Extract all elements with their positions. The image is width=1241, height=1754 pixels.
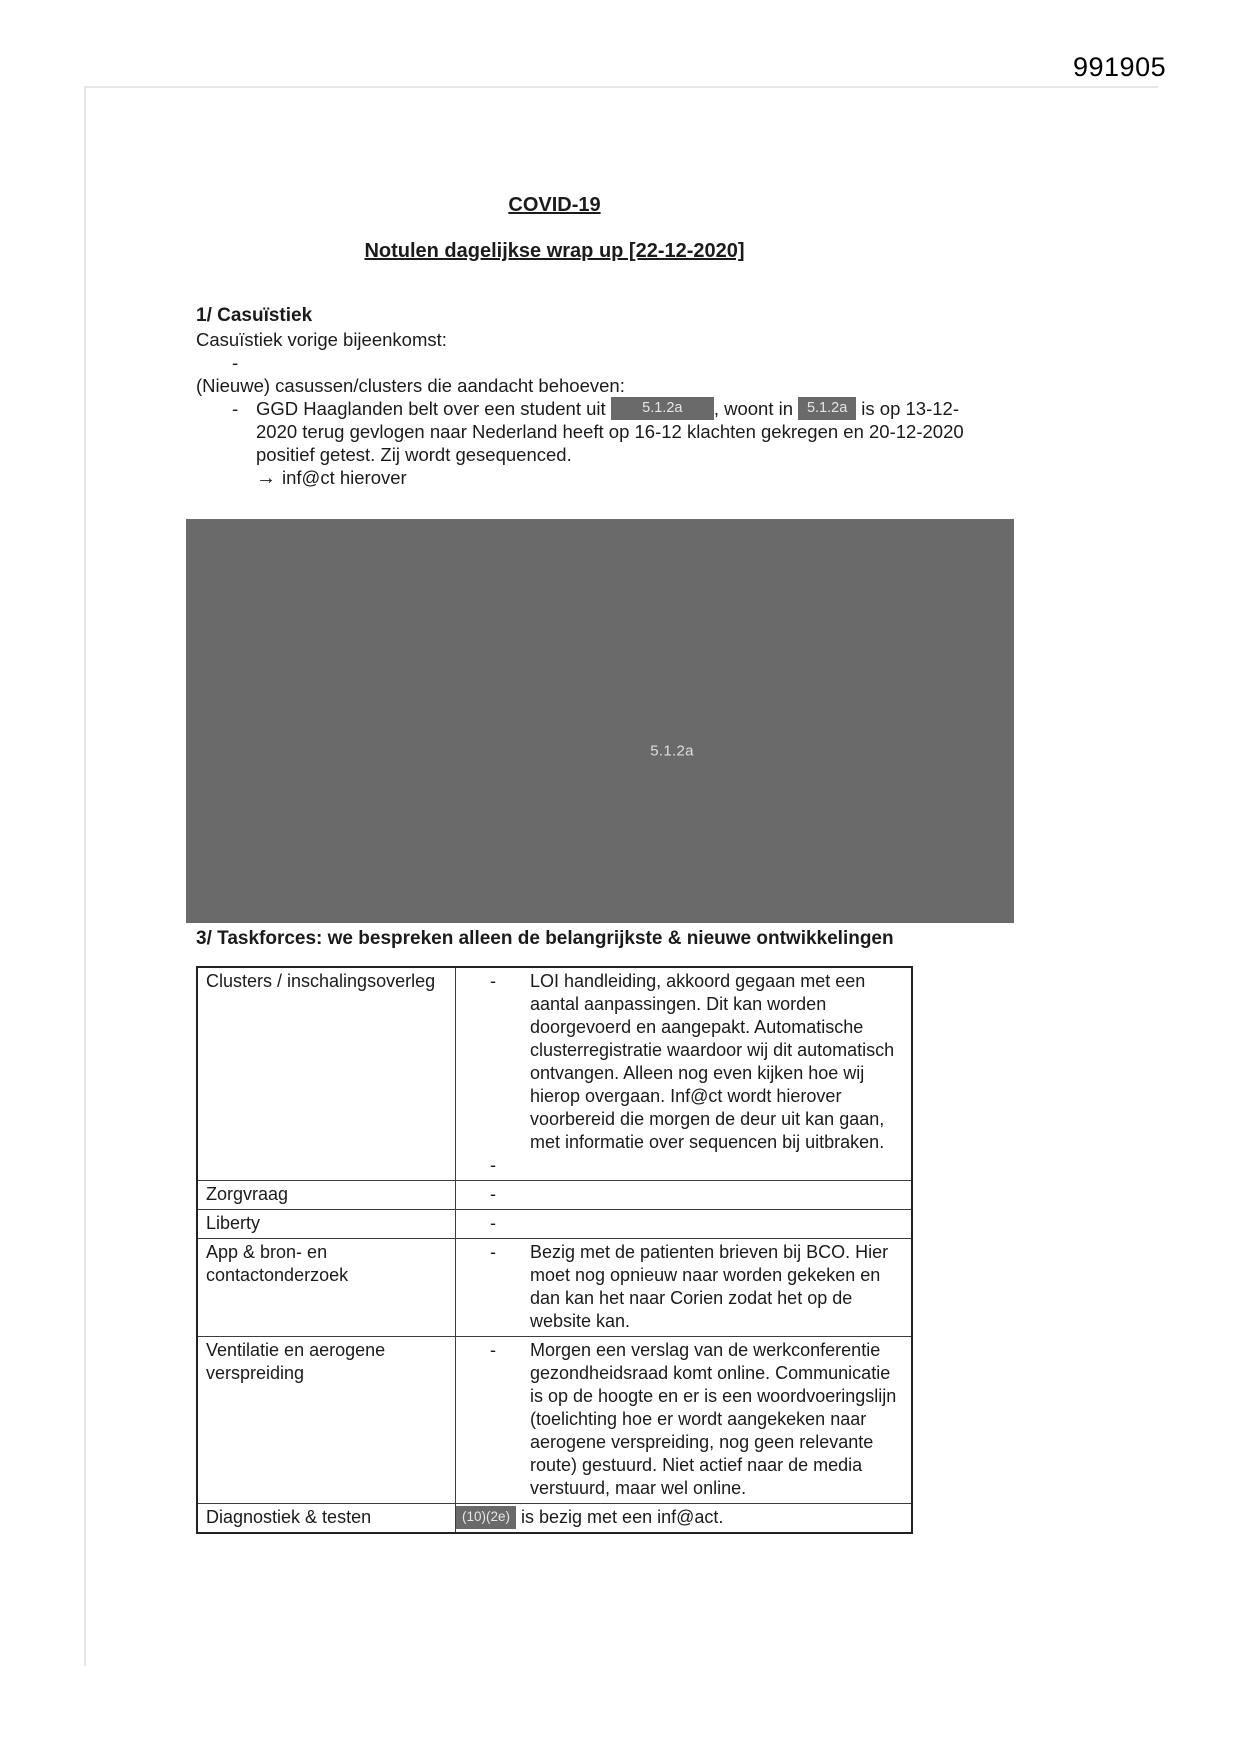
redacted-image-block <box>186 519 1014 923</box>
taskforces-table <box>196 966 913 1534</box>
bullet-line <box>456 1241 905 1333</box>
row-content <box>456 1239 913 1337</box>
empty-bullet: - <box>232 352 239 373</box>
bullet-text: Morgen een verslag van de werkconferentie gezondheidsraad komt online. Communicatie is op de hoogte en er is een woordvoeringslijn (toelichting hoe er wordt aangekeken naar aerogene verspreiding, nog geen relevante route) gestuurd. Niet actief naar de media verstuurd, maar wel online. <box>530 1340 897 1498</box>
new-cases-line: (Nieuwe) casussen/clusters die aandacht behoeven: <box>196 375 625 396</box>
bullet-text-part2: , woont in <box>713 398 793 419</box>
bullet-dash: - <box>490 971 496 991</box>
bullet-line <box>456 1339 905 1500</box>
row-content <box>456 967 913 1181</box>
row-topic: Liberty <box>197 1210 456 1239</box>
document-page-number: 991905 <box>1073 52 1167 82</box>
row-content <box>456 1181 913 1210</box>
bullet-text: LOI handleiding, akkoord gegaan met een aantal aanpassingen. Dit kan worden doorgevoerd en aangepakt. Automatische clusterregistratie waardoor wij dit automatisch ontvangen. Alleen nog even kijken hoe wij hierop overgaan. Inf@ct wordt hierover voorbereid die morgen de deur uit kan gaan, met informatie over sequencen bij uitbraken. <box>530 971 895 1152</box>
bullet-dash: - <box>490 1155 496 1175</box>
redaction-label: 5.1.2a <box>650 742 694 760</box>
row-topic: Clusters / inschalingsoverleg <box>197 967 456 1181</box>
infct-arrow-line <box>256 466 966 490</box>
redaction-box: 5.1.2a <box>611 397 714 420</box>
redaction-box: (10)(2e) <box>456 1506 516 1529</box>
scanned-page-left-edge <box>84 86 86 1666</box>
bullet-text-part3: is op 13-12-2020 terug gevlogen naar Nederland heeft op 16-12 klachten gekregen en 20-12-2020 positief getest. Zij wordt gesequenced. <box>256 398 964 465</box>
table-row-zorgvraag <box>197 1181 912 1210</box>
row-content <box>456 1337 913 1504</box>
redaction-box: 5.1.2a <box>798 397 856 420</box>
bullet-dash: - <box>490 1184 496 1204</box>
section-1-heading: 1/ Casuïstiek <box>196 305 313 326</box>
bullet-line-empty <box>456 1183 905 1206</box>
table-row-diagnostiek <box>197 1504 912 1534</box>
document-title: COVID-19 <box>508 194 601 216</box>
section-casuistiek <box>196 304 966 490</box>
row-topic: App & bron- en contactonderzoek <box>197 1239 456 1337</box>
row-topic: Zorgvraag <box>197 1181 456 1210</box>
scanned-page-top-edge <box>84 86 1158 88</box>
bullet-dash: - <box>490 1242 496 1262</box>
bullet-text <box>256 397 966 490</box>
section-3-heading: 3/ Taskforces: we bespreken alleen de belangrijkste & nieuwe ontwikkelingen <box>196 928 894 949</box>
bullet-dash: - <box>490 1213 496 1233</box>
bullet-line-empty <box>456 1212 905 1235</box>
table-row-app-bco <box>197 1239 912 1337</box>
bullet-line <box>456 970 905 1154</box>
arrow-note-text: inf@ct hierover <box>282 467 407 488</box>
row-topic: Ventilatie en aerogene verspreiding <box>197 1337 456 1504</box>
table-row-clusters <box>197 967 912 1181</box>
row-text: is bezig met een inf@act. <box>521 1507 724 1527</box>
row-topic: Diagnostiek & testen <box>197 1504 456 1534</box>
bullet-text: Bezig met de patienten brieven bij BCO. Hier moet nog opnieuw naar worden gekeken en dan kan het naar Corien zodat het op de website kan. <box>530 1242 889 1331</box>
ggd-haaglanden-bullet <box>232 397 966 490</box>
document-subtitle: Notulen dagelijkse wrap up [22-12-2020] <box>364 240 745 262</box>
bullet-dash: - <box>490 1340 496 1360</box>
row-content <box>456 1504 913 1534</box>
bullet-text-part1: GGD Haaglanden belt over een student uit <box>256 398 606 419</box>
table-row-ventilatie <box>197 1337 912 1504</box>
bullet-line-empty <box>456 1154 905 1177</box>
right-arrow-icon: → <box>256 467 276 489</box>
table-row-liberty <box>197 1210 912 1239</box>
bullet-dash: - <box>232 398 239 419</box>
row-content <box>456 1210 913 1239</box>
casuistiek-previous-meeting-line: Casuïstiek vorige bijeenkomst: <box>196 329 447 350</box>
